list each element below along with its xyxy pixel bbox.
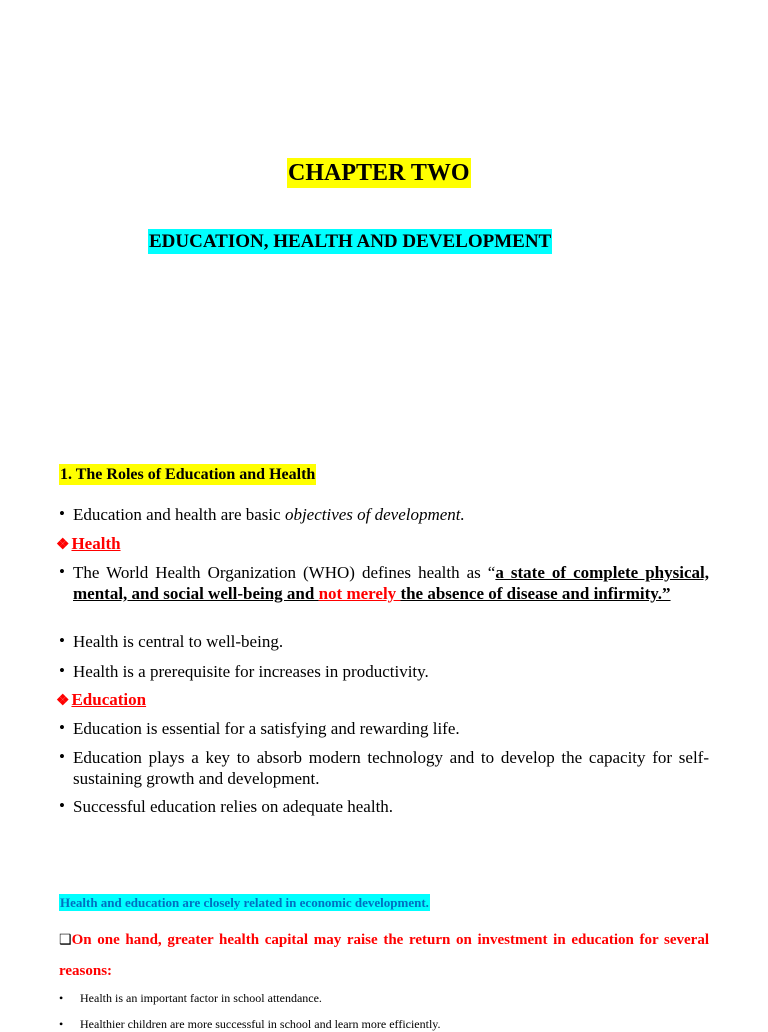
reasons-paragraph: ❑On one hand, greater health capital may raise the return on investment in education for several reasons: — [59, 932, 709, 979]
list-item: • Education plays a key to absorb modern technology and to develop the capacity for self-sustaining growth and development. — [59, 747, 709, 788]
list-item: • Education and health are basic objectives of development. — [59, 504, 465, 524]
box-icon: ❑ — [59, 933, 72, 948]
bullet-icon: • — [59, 631, 65, 650]
bullet-icon: • — [59, 1017, 64, 1031]
diamond-icon: ❖ — [56, 693, 70, 709]
health-heading: ❖ Health — [56, 534, 121, 553]
bullet-icon: • — [59, 796, 65, 815]
bullet-icon: • — [59, 562, 65, 581]
who-definition: The World Health Organization (WHO) defines health as “a state of complete physical, mental, and social well-being and not merely the absence of disease and infirmity.” — [73, 563, 709, 603]
relation-note: Health and education are closely related in economic development. — [60, 895, 429, 910]
list-item: • Health is a prerequisite for increases in productivity. — [59, 661, 429, 681]
section-heading: 1. The Roles of Education and Health — [60, 466, 316, 483]
bullet-icon: • — [59, 661, 65, 680]
list-item: • Education is essential for a satisfying and rewarding life. — [59, 718, 460, 738]
bullet-icon: • — [59, 747, 65, 766]
bullet-icon: • — [59, 504, 65, 523]
education-heading: ❖ Education — [56, 690, 147, 709]
list-item: • Health is an important factor in school attendance. — [59, 991, 322, 1005]
diamond-icon: ❖ — [56, 537, 70, 553]
list-item: • Health is central to well-being. — [59, 631, 284, 651]
chapter-subtitle: EDUCATION, HEALTH AND DEVELOPMENT — [149, 231, 552, 252]
bullet-icon: • — [59, 991, 64, 1005]
list-item — [59, 562, 709, 604]
chapter-title: CHAPTER TWO — [288, 160, 470, 186]
bullet-icon: • — [59, 718, 65, 737]
list-item: • Successful education relies on adequate health. — [59, 796, 394, 816]
list-item: • Healthier children are more successful in school and learn more efficiently. — [59, 1017, 441, 1031]
